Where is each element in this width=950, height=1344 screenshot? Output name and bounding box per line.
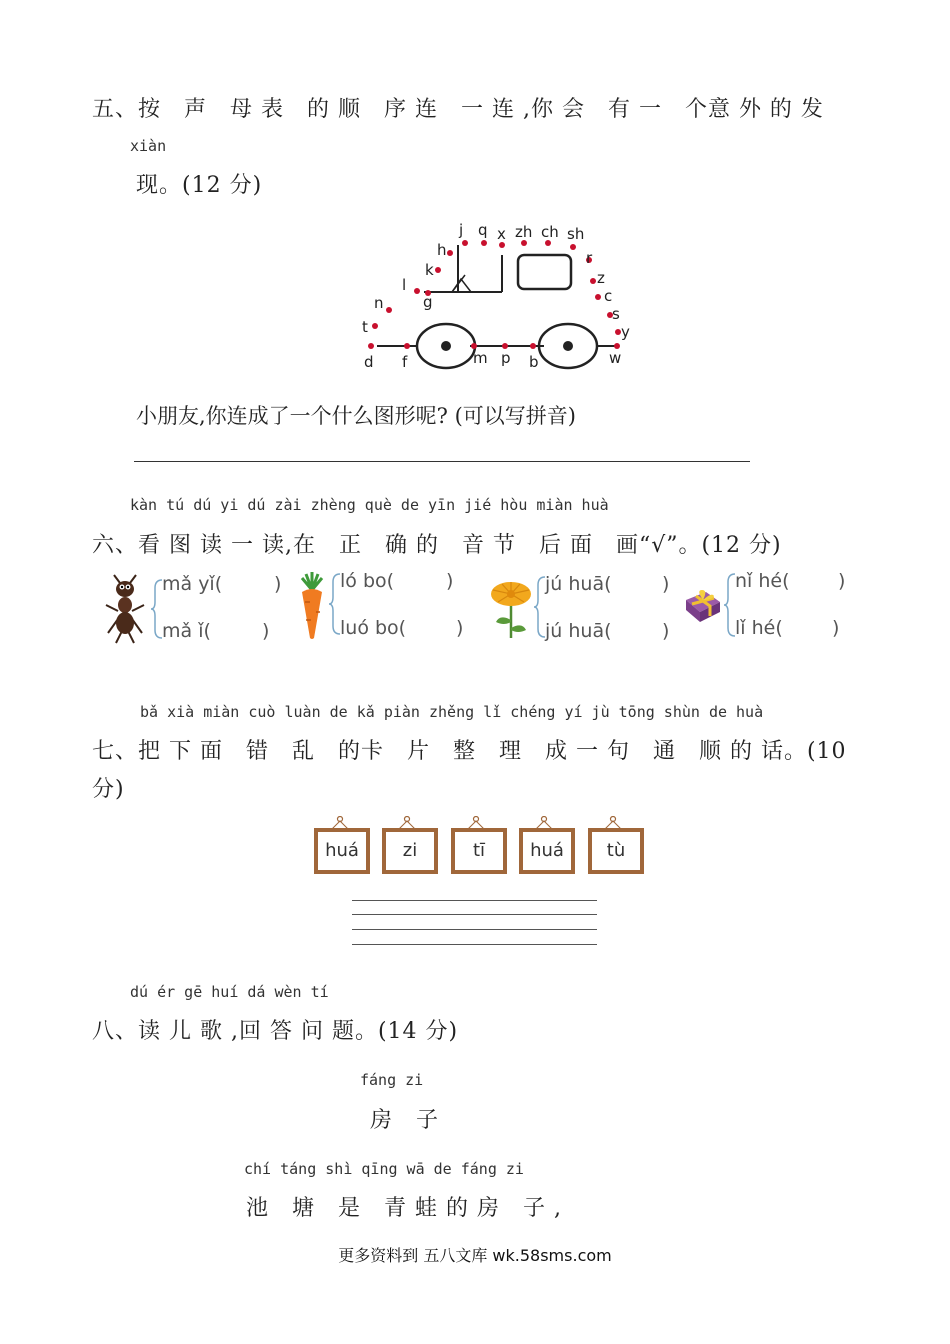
dot-label: s — [612, 305, 620, 323]
dot-label: l — [402, 276, 407, 294]
option-text: luó bo( — [340, 617, 407, 639]
dot-label: y — [621, 323, 630, 341]
option-paren[interactable]: ) — [274, 573, 282, 595]
poem-title-pinyin: fáng zi — [360, 1071, 424, 1089]
option-paren[interactable]: ) — [262, 620, 270, 642]
option-paren[interactable]: ) — [446, 570, 454, 592]
option-text: ló bo( — [340, 570, 395, 592]
q5-question: 小朋友,你连成了一个什么图形呢? (可以写拼音) — [136, 404, 576, 428]
gift-icon — [682, 588, 722, 624]
option-paren[interactable]: ) — [456, 617, 464, 639]
carrot-icon — [296, 572, 328, 640]
q5-pinyin: xiàn — [130, 137, 167, 155]
option-text: mǎ yǐ( — [162, 573, 223, 595]
option-paren[interactable]: ) — [838, 570, 846, 592]
dot-label: z — [597, 269, 605, 287]
q8-heading: 八、读 儿 歌 ,回 答 问 题。(14 分) — [92, 1019, 459, 1044]
dot-label: f — [402, 353, 408, 371]
option-text: mǎ ǐ( — [162, 620, 211, 642]
poem-title: 房 子 — [370, 1108, 440, 1133]
dot-label: h — [437, 241, 447, 259]
connect-dots-car-figure — [355, 215, 640, 375]
option-paren[interactable]: ) — [662, 573, 670, 595]
option-paren[interactable]: ) — [662, 620, 670, 642]
answer-line[interactable] — [134, 461, 750, 462]
dot-label: c — [604, 287, 613, 305]
dot-label: q — [478, 221, 488, 239]
ant-icon — [100, 573, 150, 645]
dot-label: w — [609, 349, 622, 367]
option-paren[interactable]: ) — [832, 617, 840, 639]
q5-heading: 五、按 声 母 表 的 顺 序 连 一 连 ,你 会 有 一 个意 外 的 发 — [92, 97, 824, 122]
dot-label: t — [362, 318, 368, 336]
word-card[interactable]: tī — [451, 828, 507, 874]
dot-label: r — [586, 249, 593, 267]
word-card[interactable]: tù — [588, 828, 644, 874]
dot-label: p — [501, 349, 511, 367]
option-text: lǐ hé( — [735, 617, 783, 639]
option-text: jú huā( — [545, 620, 612, 642]
poem-line: 池 塘 是 青 蛙 的 房 子 , — [246, 1196, 562, 1221]
q6-pinyin: kàn tú dú yi dú zài zhèng què de yīn jié hòu miàn huà — [130, 496, 609, 514]
word-card[interactable]: huá — [314, 828, 370, 874]
dot-label: ch — [541, 223, 559, 241]
q7-heading: 七、把 下 面 错 乱 的卡 片 整 理 成 一 句 通 顺 的 话。(10 — [92, 739, 847, 764]
dot-label: zh — [515, 223, 533, 241]
q7-heading-cont: 分) — [92, 777, 125, 802]
q7-pinyin: bǎ xià miàn cuò luàn de kǎ piàn zhěng lǐ chéng yí jù tōng shùn de huà — [140, 703, 764, 721]
q5-heading-cont: 现。(12 分) — [136, 173, 263, 198]
poem-line-pinyin: chí táng shì qīng wā de fáng zi — [244, 1160, 524, 1178]
option-text: jú huā( — [545, 573, 612, 595]
word-card[interactable]: zi — [382, 828, 438, 874]
dot-label: j — [459, 221, 464, 239]
option-text: nǐ hé( — [735, 570, 790, 592]
chrysanthemum-icon — [488, 578, 534, 640]
dot-label: n — [374, 294, 384, 312]
q6-heading: 六、看 图 读 一 读,在 正 确 的 音 节 后 面 画“√”。(12 分) — [92, 533, 782, 558]
dot-label: b — [529, 353, 539, 371]
dot-label: d — [364, 353, 374, 371]
dot-label: k — [425, 261, 434, 279]
q8-pinyin: dú ér gē huí dá wèn tí — [130, 983, 329, 1001]
footer-text: 更多资料到 五八文库 wk.58sms.com — [338, 1246, 612, 1265]
dot-label: x — [497, 225, 506, 243]
dot-label: g — [423, 293, 433, 311]
dot-label: m — [473, 349, 488, 367]
dot-label: sh — [567, 225, 585, 243]
word-card[interactable]: huá — [519, 828, 575, 874]
